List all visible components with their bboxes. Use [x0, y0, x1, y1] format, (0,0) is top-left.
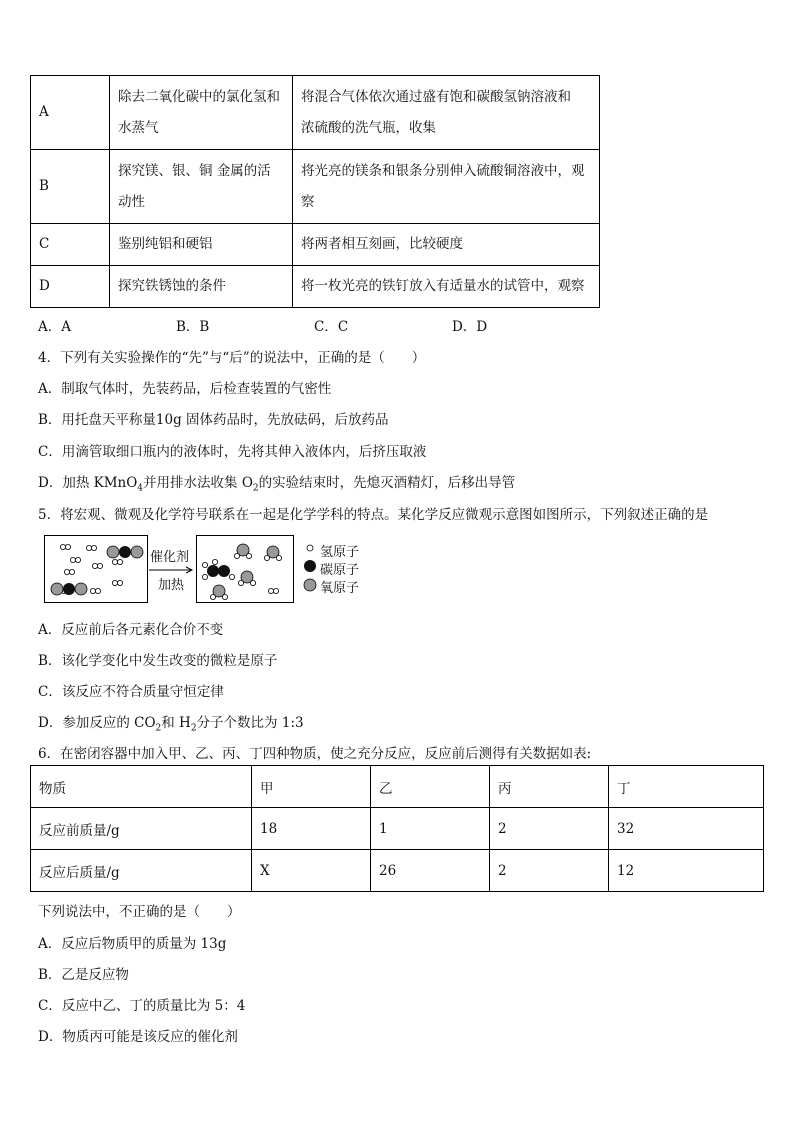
table-cell: 2 [490, 808, 609, 850]
table-cell: 乙 [371, 766, 490, 808]
table-row [31, 266, 600, 308]
q5-stem: 5．将宏观、微观及化学符号联系在一起是化学学科的特点。某化学反应微观示意图如图所示，下列叙述正确的是 [38, 507, 709, 523]
q6-option-b: B．乙是反应物 [38, 967, 129, 983]
reactants-box [44, 535, 148, 603]
reactant-molecules [45, 536, 147, 602]
table-cell: 2 [490, 850, 609, 892]
reaction-arrow [149, 566, 195, 574]
q3-row-a-purpose [110, 76, 293, 150]
table-cell: 32 [609, 808, 764, 850]
text-line: 动性 [118, 193, 145, 210]
q6-stem: 6．在密闭容器中加入甲、乙、丙、丁四种物质，使之充分反应，反应前后测得有关数据如表: [38, 746, 592, 762]
q4-option-b: B．用托盘天平称量10g 固体药品时，先放砝码，后放药品 [38, 412, 389, 428]
text-line: 将两者相互刻画，比较硬度 [301, 236, 463, 252]
table-cell: 丙 [490, 766, 609, 808]
q3-row-c-method [293, 224, 600, 266]
table-cell: 1 [371, 808, 490, 850]
q3-row-d-label: D [31, 266, 110, 308]
table-cell: 26 [371, 850, 490, 892]
table-row [31, 150, 600, 224]
q3-row-a-label: A [31, 76, 110, 150]
table-row [31, 808, 764, 850]
text-part: D．参加反应的 CO [38, 715, 156, 731]
q3-option-b: B．B [176, 319, 210, 335]
text-line: 探究铁锈蚀的条件 [118, 278, 226, 294]
q3-row-b-purpose [110, 150, 293, 224]
subscript: 2 [190, 723, 197, 734]
text-line: 将一枚光亮的铁钉放入有适量水的试管中，观察 [301, 278, 585, 294]
q3-row-b-label: B [31, 150, 110, 224]
q3-option-d: D．D [452, 319, 488, 335]
q3-row-c-label: C [31, 224, 110, 266]
text-line: 浓硫酸的洗气瓶，收集 [301, 119, 436, 136]
q6-table [30, 765, 764, 892]
q3-row-a-method [293, 76, 600, 150]
text-line: 将光亮的镁条和银条分别伸入硫酸铜溶液中，观 [301, 162, 585, 179]
subscript: 2 [252, 483, 259, 494]
q6-option-c: C．反应中乙、丁的质量比为 5：4 [38, 998, 246, 1014]
table-cell: 丁 [609, 766, 764, 808]
legend-carbon: 碳原子 [320, 563, 360, 578]
q6-option-a: A．反应后物质甲的质量为 13g [38, 936, 227, 952]
q3-option-c: C．C [314, 319, 349, 335]
text-part: 和 H [161, 715, 191, 731]
legend-hydrogen: 氢原子 [320, 545, 360, 560]
q3-table [30, 75, 600, 308]
text-line: 除去二氧化碳中的氯化氢和 [118, 88, 280, 105]
q5-option-c: C．该反应不符合质量守恒定律 [38, 684, 224, 700]
q6-sub-stem: 下列说法中，不正确的是（ ） [38, 904, 241, 920]
q6-option-d: D．物质丙可能是该反应的催化剂 [38, 1029, 238, 1045]
table-cell: 物质 [31, 766, 252, 808]
arrow-top-label: 催化剂 [150, 550, 190, 565]
text-line: 察 [301, 193, 315, 210]
text-line: 水蒸气 [118, 119, 159, 136]
q3-option-a: A．A [38, 319, 71, 335]
table-cell: 甲 [252, 766, 371, 808]
q5-option-d [38, 711, 304, 734]
q3-row-d-method [293, 266, 600, 308]
table-cell: 反应后质量/g [31, 850, 252, 892]
q4-option-c: C．用滴管取细口瓶内的液体时，先将其伸入液体内，后挤压取液 [38, 444, 427, 460]
legend-markers [303, 542, 317, 592]
q3-row-b-method [293, 150, 600, 224]
table-row [31, 766, 764, 808]
table-row [31, 850, 764, 892]
legend-oxygen: 氧原子 [320, 581, 360, 596]
q3-row-c-purpose [110, 224, 293, 266]
arrow-bottom-label: 加热 [158, 578, 185, 593]
q3-row-d-purpose [110, 266, 293, 308]
q4-option-a: A．制取气体时，先装药品，后检查装置的气密性 [38, 381, 332, 397]
text-part: D．加热 KMnO [38, 475, 138, 491]
table-row [31, 76, 600, 150]
subscript: 2 [155, 723, 162, 734]
q5-option-a: A．反应前后各元素化合价不变 [38, 622, 224, 638]
text-part: 并用排水法收集 O [143, 475, 253, 491]
text-part: 分子个数比为 1:3 [196, 715, 304, 731]
table-row [31, 224, 600, 266]
table-cell: 18 [252, 808, 371, 850]
text-line: 探究镁、银、铜 金属的活 [118, 162, 271, 179]
table-cell: X [252, 850, 371, 892]
q4-stem: 4．下列有关实验操作的“先”与“后”的说法中，正确的是（ ） [38, 350, 426, 366]
table-cell: 反应前质量/g [31, 808, 252, 850]
q5-option-b: B．该化学变化中发生改变的微粒是原子 [38, 653, 278, 669]
subscript: 4 [137, 483, 144, 494]
text-part: 的实验结束时，先熄灭酒精灯，后移出导管 [258, 475, 516, 491]
text-line: 将混合气体依次通过盛有饱和碳酸氢钠溶液和 [301, 88, 571, 105]
text-line: 鉴别纯铝和硬铝 [118, 236, 213, 252]
product-molecules [197, 536, 293, 602]
q4-option-d [38, 471, 515, 494]
table-cell: 12 [609, 850, 764, 892]
products-box [196, 535, 294, 603]
